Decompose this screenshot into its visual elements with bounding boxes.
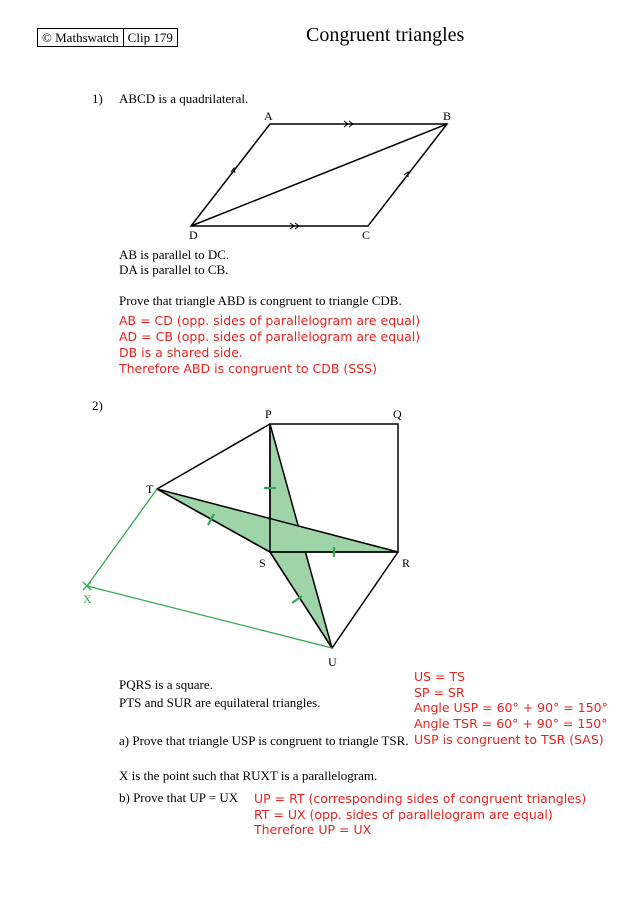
vertex-p-label: P <box>265 407 272 421</box>
q2-x-definition: X is the point such that RUXT is a parallelogram. <box>119 768 378 783</box>
vertex-a-label: A <box>264 109 273 123</box>
q2b-answer-line-3: Therefore UP = UX <box>254 822 372 837</box>
q1-fact-1: AB is parallel to DC. <box>119 247 230 262</box>
line-tx <box>87 489 157 586</box>
line-xu <box>87 586 332 648</box>
q2-number: 2) <box>92 398 103 413</box>
vertex-c-label: C <box>362 228 371 242</box>
q2a-answer-line-2: SP = SR <box>414 685 465 700</box>
q2-fact-2: PTS and SUR are equilateral triangles. <box>119 695 321 710</box>
q1-task: Prove that triangle ABD is congruent to triangle CDB. <box>119 293 402 308</box>
clip-label: Clip 179 <box>123 29 177 46</box>
point-x-cross <box>83 582 91 590</box>
page-title: Congruent triangles <box>306 24 465 46</box>
q2b-answer-line-1: UP = RT (corresponding sides of congruent triangles) <box>254 791 587 806</box>
vertex-b-label: B <box>443 109 452 123</box>
q1-intro: ABCD is a quadrilateral. <box>119 91 249 106</box>
point-x-label: X <box>83 592 92 606</box>
q1-answer-line-3: DB is a shared side. <box>119 345 243 360</box>
vertex-d-label: D <box>189 228 198 242</box>
q1-answer-line-4: Therefore ABD is congruent to CDB (SSS) <box>119 361 377 376</box>
q2-diagram <box>83 424 398 648</box>
q1-fact-2: DA is parallel to CB. <box>119 262 229 277</box>
q2-part-b: b) Prove that UP = UX <box>119 790 239 805</box>
q2a-answer-line-1: US = TS <box>414 669 466 684</box>
q2a-answer-line-4: Angle TSR = 60° + 90° = 150° <box>414 716 608 731</box>
q2b-answer-line-2: RT = UX (opp. sides of parallelogram are equal) <box>254 807 553 822</box>
q2-part-a: a) Prove that triangle USP is congruent to triangle TSR. <box>119 733 409 748</box>
copyright-label: © Mathswatch <box>42 30 119 45</box>
vertex-s-label: S <box>259 556 266 570</box>
q1-answer-line-1: AB = CD (opp. sides of parallelogram are equal) <box>119 313 421 328</box>
vertex-t-label: T <box>146 482 154 496</box>
q2a-answer-line-3: Angle USP = 60° + 90° = 150° <box>414 700 608 715</box>
diagonal-bd <box>191 124 447 226</box>
vertex-r-label: R <box>402 556 411 570</box>
vertex-q-label: Q <box>393 407 402 421</box>
vertex-u-label: U <box>328 655 337 669</box>
q2a-answer-line-5: USP is congruent to TSR (SAS) <box>414 732 604 747</box>
q1-number: 1) <box>92 91 103 106</box>
q2-fact-1: PQRS is a square. <box>119 677 213 692</box>
q1-parallelogram-diagram <box>191 121 447 229</box>
q1-answer-line-2: AD = CB (opp. sides of parallelogram are equal) <box>119 329 421 344</box>
